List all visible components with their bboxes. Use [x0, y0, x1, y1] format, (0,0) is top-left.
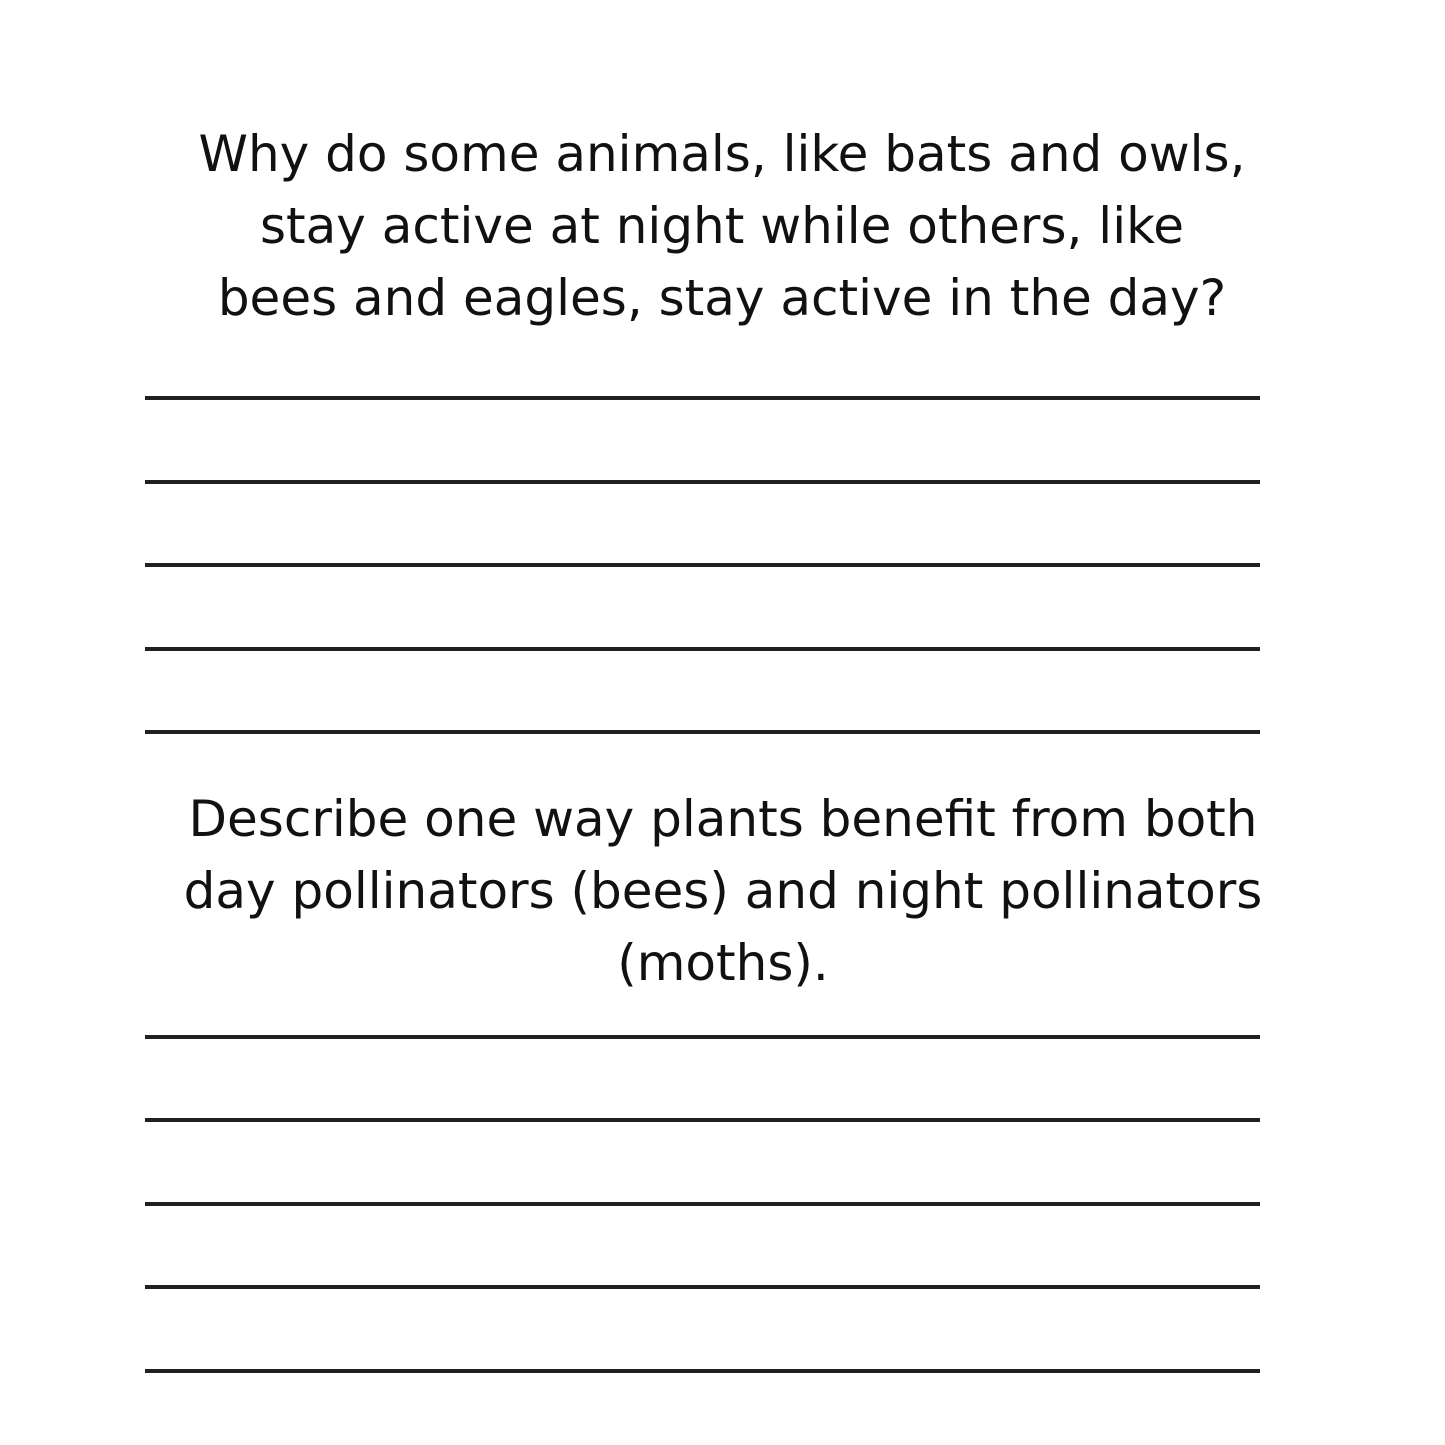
answer-line-q1-2[interactable]	[145, 480, 1260, 484]
question-1-text: Why do some animals, like bats and owls, stay active at night while others, like bees and eagles, stay active in the day?	[198, 125, 1246, 327]
answer-line-q1-4[interactable]	[145, 647, 1260, 651]
answer-line-q2-1[interactable]	[145, 1035, 1260, 1039]
question-2-text: Describe one way plants benefit from both day pollinators (bees) and night pollinators (moths).	[183, 790, 1263, 992]
answer-line-q2-2[interactable]	[145, 1118, 1260, 1122]
answer-line-q2-5[interactable]	[145, 1369, 1260, 1373]
answer-line-q2-4[interactable]	[145, 1285, 1260, 1289]
answer-line-q1-3[interactable]	[145, 563, 1260, 567]
answer-line-q1-1[interactable]	[145, 396, 1260, 400]
answer-line-q2-3[interactable]	[145, 1202, 1260, 1206]
answer-line-q1-5[interactable]	[145, 730, 1260, 734]
